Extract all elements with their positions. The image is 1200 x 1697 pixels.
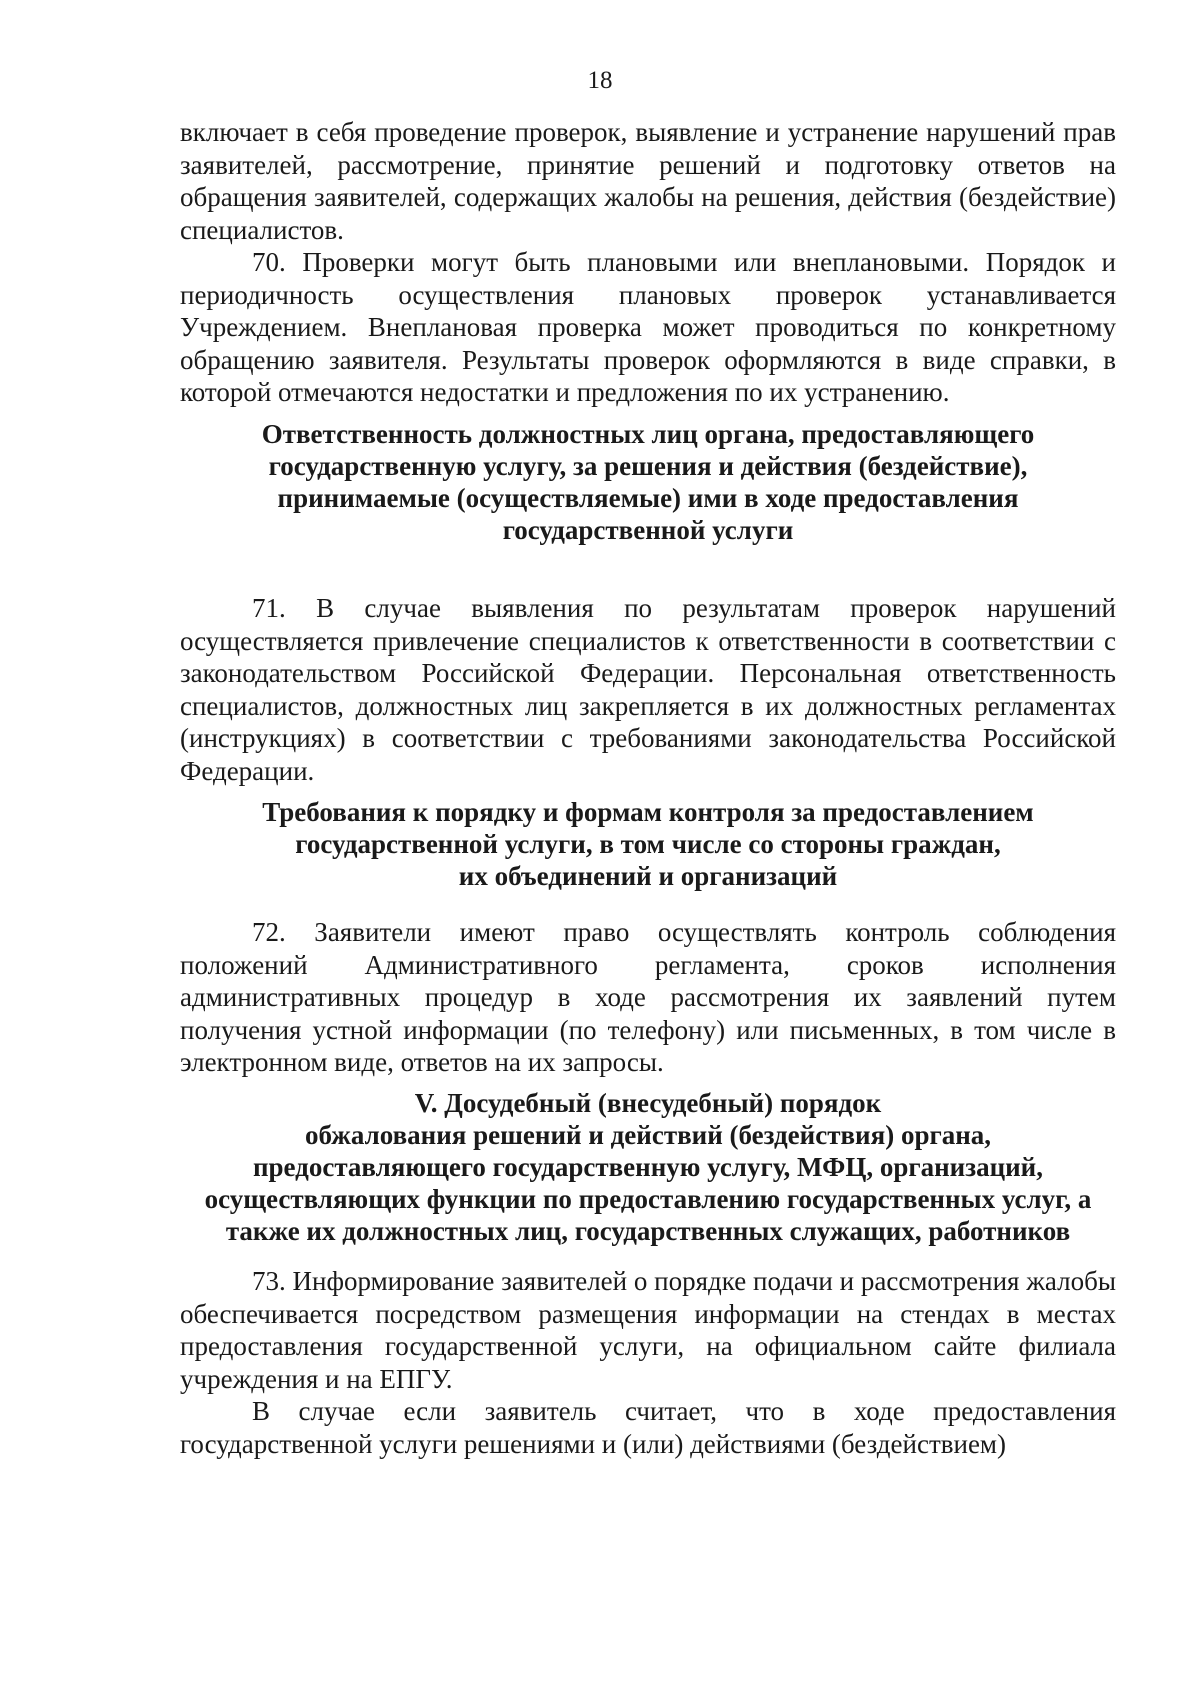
text-block-3 [180, 916, 1116, 1079]
heading-line: Требования к порядку и формам контроля за предоставлением [262, 797, 1034, 827]
section-heading-control [180, 796, 1116, 892]
paragraph-continuation: включает в себя проведение проверок, выявление и устранение нарушений прав заявителей, рассмотрение, принятие решений и подготовку ответов на обращения заявителей, содержащих жалобы на решения, действия (бездействие) специалистов. [180, 117, 1116, 245]
heading-line: государственной услуги, в том числе со стороны граждан, [295, 829, 1001, 859]
heading-line: также их должностных лиц, государственных служащих, работников [225, 1216, 1071, 1246]
text-block-2 [180, 592, 1116, 787]
text-block-4 [180, 1265, 1116, 1460]
heading-line: их объединений и организаций [458, 861, 838, 891]
heading-line: Ответственность должностных лиц органа, предоставляющего [261, 419, 1035, 449]
page-number: 18 [587, 67, 613, 94]
heading-line: принимаемые (осуществляемые) ими в ходе предоставления [277, 483, 1019, 513]
heading-line: V. Досудебный (внесудебный) порядок [414, 1088, 882, 1118]
heading-line: осуществляющих функции по предоставлению государственных услуг, а [204, 1184, 1092, 1214]
heading-line: государственную услугу, за решения и действия (бездействие), [268, 451, 1028, 481]
section-heading-appeal [180, 1087, 1116, 1247]
paragraph-73: 73. Информирование заявителей о порядке подачи и рассмотрения жалобы обеспечивается посредством размещения информации на стендах в местах предоставления государственной услуги, на официальном сайте филиала учреждения и на ЕПГУ. [180, 1266, 1116, 1394]
heading-line: предоставляющего государственную услугу, МФЦ, организаций, [252, 1152, 1043, 1182]
heading-line: государственной услуги [502, 515, 794, 545]
paragraph-71: 71. В случае выявления по результатам проверок нарушений осуществляется привлечение специалистов к ответственности в соответствии с законодательством Российской Федерации. Персональная ответственность специалистов, должностных лиц закрепляется в их должностных регламентах (инструкциях) в соответствии с требованиями законодательства Российской Федерации. [180, 593, 1116, 786]
paragraph-70: 70. Проверки могут быть плановыми или внеплановыми. Порядок и периодичность осуществления плановых проверок устанавливается Учреждением. Внеплановая проверка может проводиться по конкретному обращению заявителя. Результаты проверок оформляются в виде справки, в которой отмечаются недостатки и предложения по их устранению. [180, 247, 1116, 407]
heading-line: обжалования решений и действий (бездействия) органа, [304, 1120, 992, 1150]
paragraph-72: 72. Заявители имеют право осуществлять контроль соблюдения положений Административного регламента, сроков исполнения административных процедур в ходе рассмотрения их заявлений путем получения устной информации (по телефону) или письменных, в том числе в электронном виде, ответов на их запросы. [180, 917, 1116, 1077]
section-heading-responsibility [180, 418, 1116, 546]
text-block-1 [180, 116, 1116, 409]
paragraph-73-continuation: В случае если заявитель считает, что в ходе предоставления государственной услуги решениями и (или) действиями (бездействием) [180, 1396, 1116, 1459]
